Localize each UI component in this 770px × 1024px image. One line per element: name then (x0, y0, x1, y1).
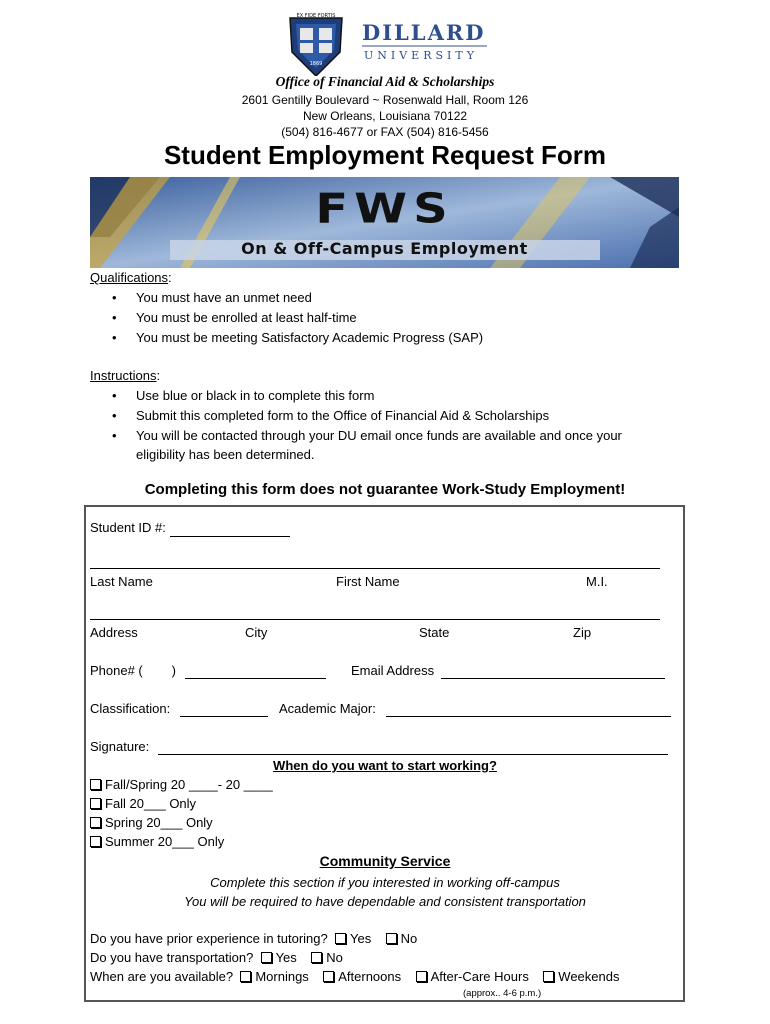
address-line-1: 2601 Gentilly Boulevard ~ Rosenwald Hall, Room 126 (241, 93, 529, 107)
signature-label: Signature: (90, 739, 150, 754)
avail-weekends[interactable]: Weekends (543, 969, 619, 984)
city-label: City (245, 625, 268, 640)
list-item: • Submit this completed form to the Office of Financial Aid & Scholarships (112, 408, 550, 423)
option-fall[interactable]: Fall 20___ Only (90, 796, 196, 811)
checkbox[interactable] (335, 933, 346, 944)
last-name-label: Last Name (90, 574, 153, 589)
major-label: Academic Major: (279, 701, 376, 716)
transport-no[interactable]: No (311, 950, 343, 965)
transportation-question: Do you have transportation? Yes No (90, 950, 343, 965)
availability-question: When are you available? Mornings Afternoons After-Care Hours Weekends (90, 969, 620, 984)
list-item: • You will be contacted through your DU email once funds are available and once your (112, 428, 622, 443)
disclaimer: Completing this form does not guarantee Work-Study Employment! (144, 481, 626, 498)
svg-text:EX FIDE FORTIS: EX FIDE FORTIS (296, 13, 336, 19)
office-name: Office of Financial Aid & Scholarships (275, 74, 495, 89)
tutoring-question: Do you have prior experience in tutoring? Yes No (90, 931, 418, 946)
phone-field[interactable] (185, 678, 326, 679)
tutoring-yes[interactable]: Yes (335, 931, 371, 946)
avail-afternoons[interactable]: Afternoons (323, 969, 401, 984)
option-spring[interactable]: Spring 20___ Only (90, 815, 213, 830)
address-line-3: (504) 816-4677 or FAX (504) 816-5456 (281, 125, 489, 139)
checkbox[interactable] (90, 779, 101, 790)
address-line-2: New Orleans, Louisiana 70122 (302, 109, 468, 123)
page-title: Student Employment Request Form (163, 140, 607, 170)
checkbox[interactable] (323, 971, 334, 982)
svg-text:1869: 1869 (309, 61, 323, 67)
student-id-field[interactable] (170, 536, 290, 537)
classification-label: Classification: (90, 701, 171, 716)
fws-banner (90, 177, 679, 268)
instructions-heading: Instructions: (90, 368, 161, 383)
qualifications-heading: Qualifications: (90, 270, 172, 285)
checkbox[interactable] (543, 971, 554, 982)
checkbox[interactable] (386, 933, 397, 944)
community-note-1: Complete this section if you interested in working off-campus (210, 875, 560, 890)
address-label: Address (90, 625, 138, 640)
university-seal-icon (282, 12, 492, 76)
list-item: • You must be meeting Satisfactory Academic Progress (SAP) (112, 330, 484, 345)
tutoring-no[interactable]: No (386, 931, 418, 946)
checkbox[interactable] (240, 971, 251, 982)
classification-field[interactable] (180, 716, 268, 717)
email-label: Email Address (351, 663, 435, 678)
logo-subname: UNIVERSITY (364, 49, 478, 62)
community-service-heading: Community Service (319, 853, 451, 869)
list-item: • You must have an unmet need (112, 290, 312, 305)
list-item: • Use blue or black in to complete this form (112, 388, 375, 403)
mi-label: M.I. (586, 574, 608, 589)
checkbox[interactable] (90, 817, 101, 828)
name-field[interactable] (90, 568, 660, 569)
checkbox[interactable] (261, 952, 272, 963)
list-item: • You must be enrolled at least half-time (112, 310, 357, 325)
start-working-heading: When do you want to start working? (273, 758, 497, 773)
email-field[interactable] (441, 678, 665, 679)
community-note-2: You will be required to have dependable and consistent transportation (184, 894, 586, 909)
address-field[interactable] (90, 619, 660, 620)
first-name-label: First Name (336, 574, 400, 589)
signature-field[interactable] (158, 754, 668, 755)
option-fall-spring[interactable]: Fall/Spring 20 ____- 20 ____ (90, 777, 273, 792)
checkbox[interactable] (311, 952, 322, 963)
checkbox[interactable] (90, 836, 101, 847)
aftercare-note: (approx.. 4-6 p.m.) (463, 988, 542, 999)
avail-mornings[interactable]: Mornings (240, 969, 308, 984)
major-field[interactable] (386, 716, 671, 717)
state-label: State (419, 625, 450, 640)
checkbox[interactable] (416, 971, 427, 982)
banner-subtitle: On & Off-Campus Employment (241, 239, 528, 258)
transport-yes[interactable]: Yes (261, 950, 297, 965)
logo-name: DILLARD (362, 20, 486, 45)
list-item-continuation: eligibility has been determined. (136, 447, 315, 462)
university-logo (282, 12, 492, 76)
checkbox[interactable] (90, 798, 101, 809)
banner-title: FWS (315, 185, 454, 233)
option-summer[interactable]: Summer 20___ Only (90, 834, 224, 849)
student-id-label: Student ID #: (90, 520, 166, 535)
zip-label: Zip (573, 625, 592, 640)
avail-aftercare[interactable]: After-Care Hours (416, 969, 529, 984)
phone-label: Phone# ( ) (90, 663, 176, 678)
